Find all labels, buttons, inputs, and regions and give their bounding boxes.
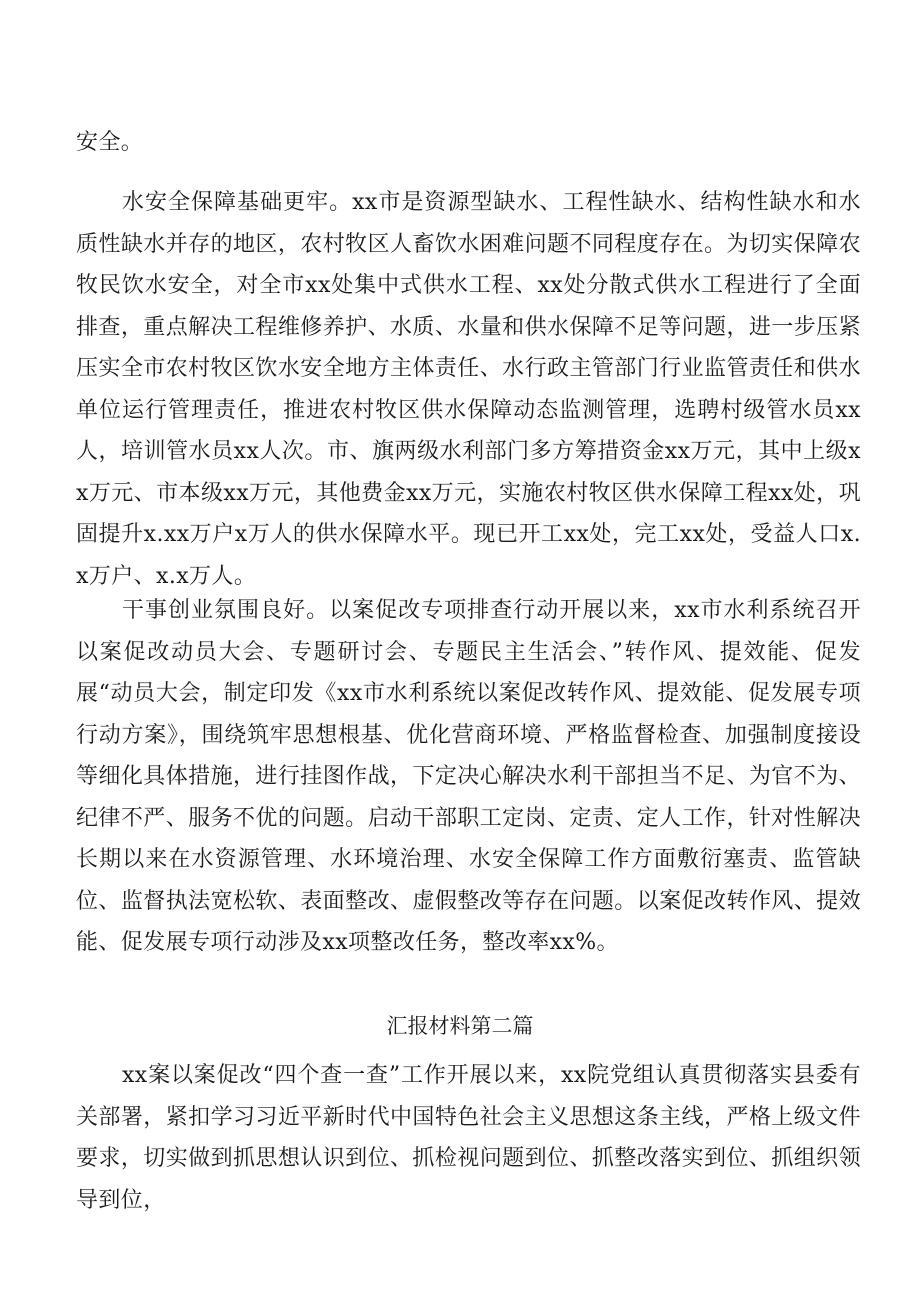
paragraph-work-atmosphere: 干事创业氛围良好。以案促改专项排查行动开展以来，xx市水利系统召开以案促改动员大会、专题研讨会、专题民主生活会、”转作风、提效能、促发展“动员大会，制定印发《xx市水利系统以案促改转作风、提效能、促发展专项行动方案》，围绕筑牢思想根基、优化营商环境、严格监督检查、加强制度接设等细化具体措施，进行挂图作战，下定决心解决水利干部担当不足、为官不为、纪律不严、服务不优的问题。启动干部职工定岗、定责、定人工作，针对性解决长期以来在水资源管理、水环境治理、水安全保障工作方面敷衍塞责、监管缺位、监督执法宽松软、表面整改、虚假整改等存在问题。以案促改转作风、提效能、促发展专项行动涉及xx项整改任务，整改率xx%。 [76,598,861,955]
paragraph-second-section: xx案以案促改“四个查一查”工作开展以来，xx院党组认真贯彻落实县委有关部署，紧扣学习习近平新时代中国特色社会主义思想这条主线，严格上级文件要求，切实做到抓思想认识到位、抓检视问题到位、抓整改落实到位、抓组织领导到位， [76,1063,861,1213]
paragraph-water-security: 水安全保障基础更牢。xx市是资源型缺水、工程性缺水、结构性缺水和水质性缺水并存的地区，农村牧区人畜饮水困难问题不同程度存在。为切实保障农牧民饮水安全，对全市xx处集中式供水工程、xx处分散式供水工程进行了全面排查，重点解决工程维修养护、水质、水量和供水保障不足等问题，进一步压紧压实全市农村牧区饮水安全地方主体责任、水行政主管部门行业监管责任和供水单位运行管理责任，推进农村牧区供水保障动态监测管理，选聘村级管水员xx人，培训管水员xx人次。市、旗两级水利部门多方筹措资金xx万元，其中上级xx万元、市本级xx万元，其他费金xx万元，实施农村牧区供水保障工程xx处，巩固提升x.xx万户x万人的供水保障水平。现已开工xx处，完工xx处，受益人口x.x万户、x.x万人。 [76,190,861,589]
paragraph-fragment: 安全。 [76,130,144,155]
section-heading: 汇报材料第二篇 [386,1014,534,1038]
